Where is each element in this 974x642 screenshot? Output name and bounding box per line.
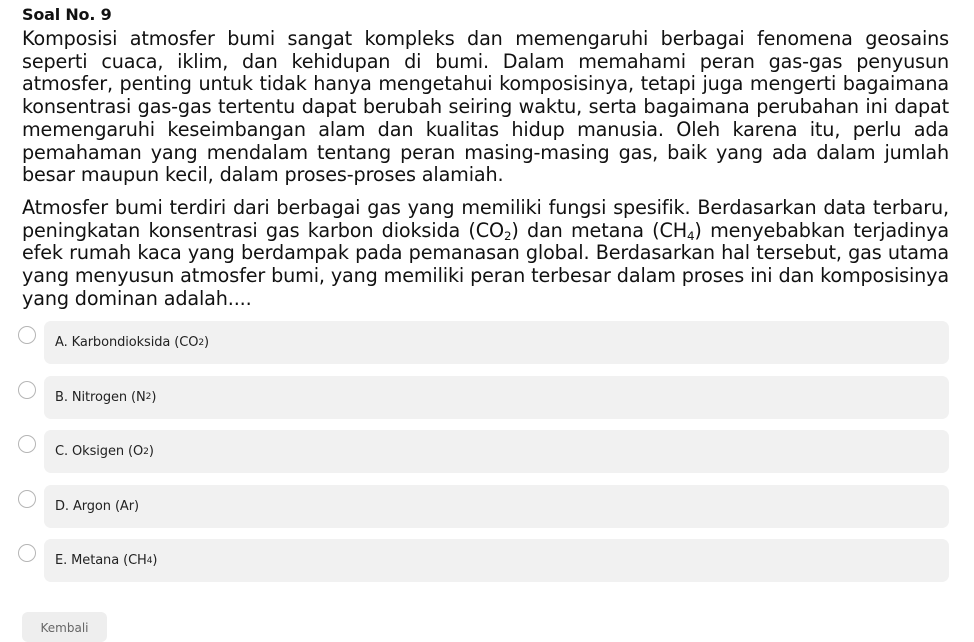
ch4-subscript: 4 [687, 228, 695, 243]
option-a [18, 321, 949, 364]
question-title: Soal No. 9 [22, 5, 112, 24]
option-a-radio[interactable] [18, 326, 36, 344]
option-a-card[interactable]: A. Karbondioksida (CO 2 ) [44, 321, 949, 364]
option-b-text: B. Nitrogen (N [55, 389, 146, 405]
co2-subscript: 2 [503, 228, 512, 243]
option-a-end: ) [204, 335, 210, 350]
option-c [18, 430, 949, 473]
option-d-card[interactable] [44, 485, 949, 528]
option-e [18, 539, 949, 582]
option-c-radio[interactable] [18, 435, 36, 453]
option-e-text: E. Metana (CH [55, 553, 147, 568]
option-c-card[interactable]: C. Oksigen (O 2 ) [44, 430, 949, 473]
option-d-text: D. Argon (Ar) [55, 498, 139, 514]
passage-2-text-3: ) menyebabkan terjadinya efek rumah kaca yang berdampak pada pemanasan global. Berdasarkan hal tersebut, gas utama yang menyusun atmosfer bumi, yang memiliki peran terbesar dalam proses ini dan komposisinya yang dominan adalah.... [22, 218, 949, 310]
option-b-end: ) [151, 389, 157, 405]
option-e-card[interactable]: E. Metana (CH 4 ) [44, 539, 949, 582]
option-e-radio[interactable] [18, 544, 36, 562]
option-b-card[interactable]: B. Nitrogen (N 2 ) [44, 376, 949, 419]
option-c-end: ) [148, 444, 154, 459]
question-passage-1: Komposisi atmosfer bumi sangat kompleks dan memengaruhi berbagai fenomena geosains seperti cuaca, iklim, dan kehidupan di bumi. Dalam memahami peran gas-gas penyusun atmosfer, penting untuk tidak hanya mengetahui komposisinya, tetapi juga mengerti bagaimana konsentrasi gas-gas tertentu dapat berubah seiring waktu, serta bagaimana perubahan ini dapat memengaruhi keseimbangan alam dan kualitas hidup manusia. Oleh karena itu, perlu ada pemahaman yang mendalam tentang peran masing-masing gas, baik yang ada dalam jumlah besar maupun kecil, dalam proses-proses alamiah. [22, 27, 949, 187]
passage-2-text-1: Atmosfer bumi terdiri dari berbagai gas yang memiliki fungsi spesifik. Berdasarkan data terbaru, peningkatan konsentrasi gas karbon dioksida (CO [22, 196, 949, 242]
passage-2-text-2: ) dan metana (CH [511, 218, 687, 242]
option-d [18, 485, 949, 528]
option-b [18, 376, 949, 419]
option-e-end: ) [152, 553, 158, 568]
option-d-radio[interactable] [18, 490, 36, 508]
answer-options [18, 321, 949, 594]
option-b-radio[interactable] [18, 381, 36, 399]
back-button[interactable]: Kembali [22, 612, 107, 642]
option-c-text: C. Oksigen (O [55, 444, 144, 459]
question-passage-2 [22, 197, 949, 311]
option-a-text: A. Karbondioksida (CO [55, 335, 199, 350]
